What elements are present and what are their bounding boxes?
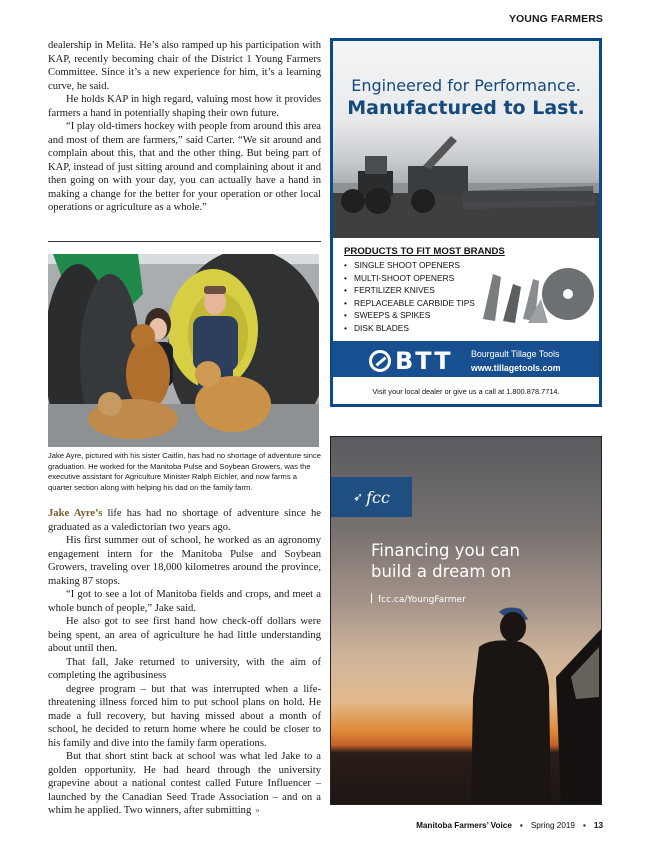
footer-separator: ▪: [582, 821, 586, 830]
fcc-url-divider: [371, 593, 372, 603]
section-header: YOUNG FARMERS: [508, 13, 603, 25]
fcc-logo: [331, 477, 412, 517]
article-top-text: [48, 39, 321, 215]
last-paragraph: [48, 750, 321, 818]
article-photo: [48, 254, 319, 447]
fcc-headline-line-1: Financing you can: [371, 541, 520, 560]
btt-hero-image: [333, 41, 599, 238]
product-item: • DISK BLADES: [344, 322, 505, 335]
product-item: • FERTILIZER KNIVES: [344, 284, 505, 297]
paragraph: “I got to see a lot of Manitoba fields and crops, and meet a whole bunch of people,” Jake said.: [48, 589, 321, 614]
product-item: • SWEEPS & SPIKES: [344, 309, 505, 322]
fcc-headline: [371, 540, 520, 582]
btt-url-link[interactable]: www.tillagetools.com: [471, 363, 561, 373]
paragraph: That fall, Jake returned to university, with the aim of completing the agribusiness: [48, 656, 321, 681]
tractor-illustration: [333, 41, 599, 238]
paragraph: He also got to see first hand how check-off dollars were being spent, an area of agriculture he had little understanding about until then.: [48, 616, 321, 654]
paragraph: He holds KAP in high regard, valuing most how it provides farmers a hand in potentially shaping their own future.: [48, 94, 321, 119]
paragraph: degree program – but that was interrupted when a life-threatening illness forced him to put school plans on hold. He made a full recovery, but having missed about a month of school, he decided to return home where he could be closer to his family and dive into the family farm operations.: [48, 683, 321, 749]
btt-call-to-action: Visit your local dealer or give us a call at 1.800.878.7714.: [372, 387, 560, 396]
publication-name: Manitoba Farmers’ Voice: [416, 821, 512, 830]
btt-headline-2: Manufactured to Last.: [347, 97, 585, 119]
tillage-tools-image: [473, 259, 595, 329]
fcc-swoosh-icon: ➶: [353, 490, 364, 504]
lead-name: Jake Ayre’s: [48, 508, 103, 519]
btt-products-title: PRODUCTS TO FIT MOST BRANDS: [344, 246, 505, 257]
btt-brand-band: [333, 341, 599, 377]
btt-logo-text: BTT: [395, 347, 453, 375]
fcc-advertisement[interactable]: [330, 436, 602, 805]
section-divider: [48, 241, 321, 242]
lead-paragraph: [48, 507, 321, 534]
product-item: • MULTI-SHOOT OPENERS: [344, 272, 505, 285]
btt-headline-1: Engineered for Performance.: [351, 76, 581, 95]
btt-company-name: Bourgault Tillage Tools: [471, 349, 560, 359]
btt-logo: [369, 347, 453, 375]
product-item: • SINGLE SHOOT OPENERS: [344, 259, 505, 272]
btt-logo-icon: [369, 350, 391, 372]
article-bottom-text: [48, 507, 321, 818]
page-number: 13: [593, 821, 603, 830]
lead-text: life has had no shortage of adventure since he graduated as a valedictorian two years ago.: [48, 508, 321, 533]
photo-caption: Jake Ayre, pictured with his sister Caitlin, has had no shortage of adventure since graduation. He worked for the Manitoba Pulse and Soybean Growers, was the executive assistant for Agriculture Minister Ralph Eichler, and now farms a quarter section along with helping his dad on the family farm.: [48, 451, 321, 492]
btt-company-info: [471, 347, 561, 375]
paragraph: His first summer out of school, he worked as an agronomy engagement intern for the Manitoba Pulse and Soybean Growers, traveling over 18,000 kilometres around the province, making 87 stops.: [48, 535, 321, 587]
fcc-logo-text: fcc: [366, 487, 390, 507]
btt-advertisement[interactable]: [330, 38, 602, 407]
fcc-url[interactable]: [371, 593, 466, 605]
footer-separator: ▪: [519, 821, 523, 830]
fcc-headline-line-2: build a dream on: [371, 562, 512, 581]
page-footer: [416, 821, 603, 830]
issue-date: Spring 2019: [530, 821, 575, 830]
fcc-url-text[interactable]: fcc.ca/YoungFarmer: [378, 595, 466, 605]
paragraph: dealership in Melita. He’s also ramped up his participation with KAP, recently becoming chair of the District 1 Young Farmers Committee. Since it’s a new experience for him, it’s a learning curve, he said.: [48, 40, 321, 92]
continued-icon: »: [255, 805, 260, 815]
paragraph: “I play old-timers hockey with people from around this area and most of them are farmers,” said Carter. “We sit around and complain about this, that and the other thing. But being part of KAP, instead of just sitting around and complaining about it and then going on with your day, you can actually have a hand in making a change for the better for your operation or other local operations or agriculture as a whole.”: [48, 121, 321, 213]
product-item: • REPLACEABLE CARBIDE TIPS: [344, 297, 505, 310]
photo-illustration: [48, 254, 319, 447]
paragraph-text: But that short stint back at school was what led Jake to a golden opportunity. He had heard through the university grapevine about a national contest called Future Influencer – launched by the Canadian Seed Trade Association – and on a whim he applied. Two winners, after submitting: [48, 751, 321, 816]
